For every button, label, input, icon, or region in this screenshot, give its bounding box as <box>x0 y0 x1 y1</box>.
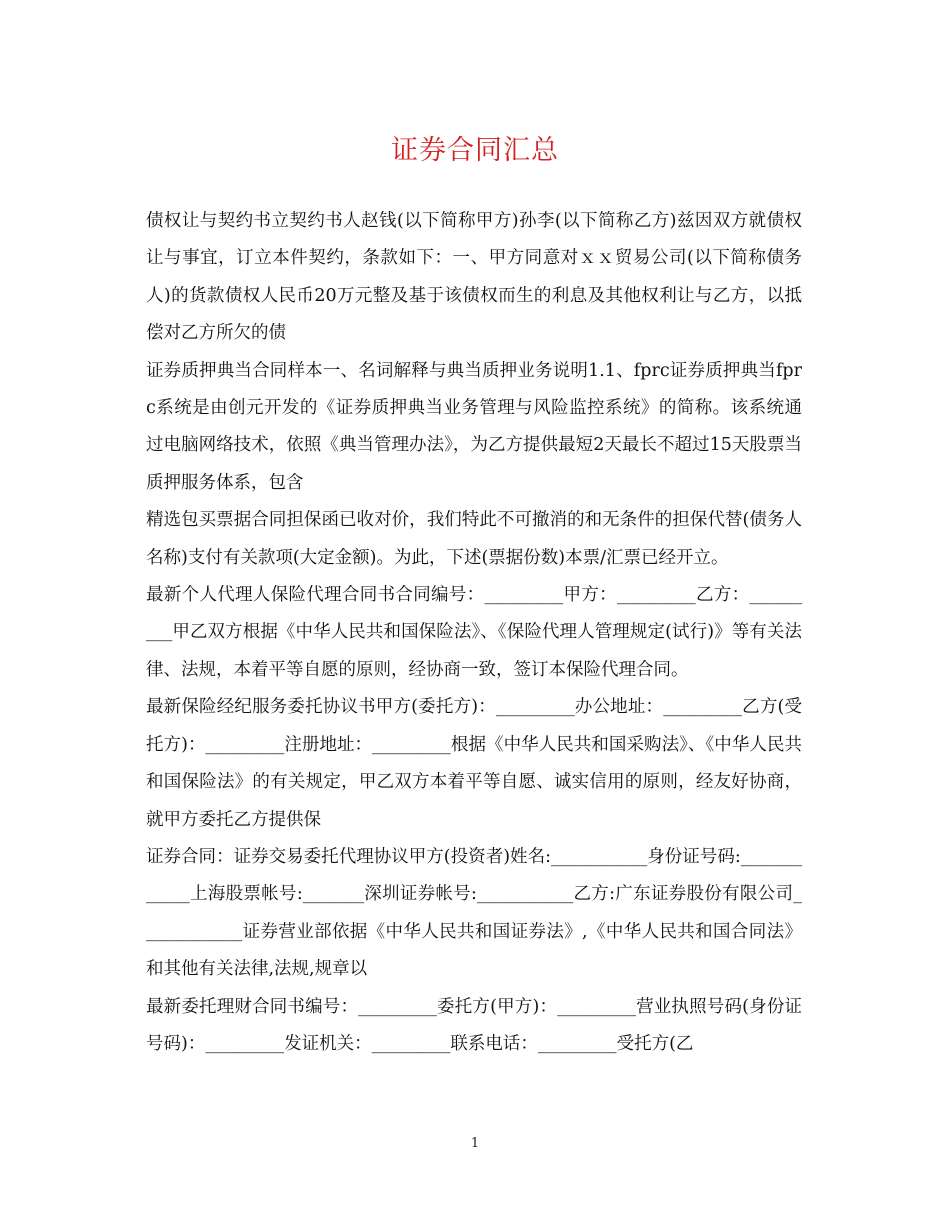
paragraph-insurance-agent: 最新个人代理人保险代理合同书合同编号：_________甲方：_________乙方：_________甲乙双方根据《中华人民共和国保险法》、《保险代理人管理规定(试行)》等有关法律、法规，本着平等自愿的原则，经协商一致，签订本保险代理合同。 <box>146 585 802 680</box>
page-number: 1 <box>470 1136 480 1151</box>
document-body <box>146 203 802 1063</box>
paragraph-securities-pledge: 证券质押典当合同样本一、名词解释与典当质押业务说明1.1、fprc证券质押典当fprc系统是由创元开发的《证券质押典当业务管理与风险监控系统》的简称。该系统通过电脑网络技术，依照《典当管理办法》，为乙方提供最短2天最长不超过15天股票当质押服务体系，包含 <box>146 360 802 493</box>
paragraph-wealth-management: 最新委托理财合同书编号：_________委托方(甲方)：_________营业执照号码(身份证号码)：_________发证机关：_________联系电话：_________受托方(乙 <box>146 996 802 1054</box>
paragraph-bill-guarantee: 精选包买票据合同担保函已收对价，我们特此不可撤消的和无条件的担保代替(债务人名称)支付有关款项(大定金额)。为此，下述(票据份数)本票/汇票已经开立。 <box>146 510 802 568</box>
paragraph-securities-trading: 证券合同：证券交易委托代理协议甲方(投资者)姓名:___________身份证号码:____________上海股票帐号:_______深圳证券帐号:___________乙方:广东证券股份有限公司____________证券营业部依据《中华人民共和国证券法》,《中华人民共和国合同法》和其他有关法律,法规,规章以 <box>146 846 802 980</box>
document-title: 证券合同汇总 <box>391 135 559 166</box>
paragraph-debt-transfer: 债权让与契约书立契约书人赵钱(以下简称甲方)孙李(以下简称乙方)兹因双方就债权让与事宜，订立本件契约，条款如下：一、甲方同意对ｘｘ贸易公司(以下简称债务人)的货款债权人民币20万元整及基于该债权而生的利息及其他权利让与乙方，以抵偿对乙方所欠的债 <box>146 211 802 344</box>
paragraph-insurance-broker: 最新保险经纪服务委托协议书甲方(委托方)：_________办公地址：_________乙方(受托方)：_________注册地址：_________根据《中华人民共和国采购法》、《中华人民共和国保险法》的有关规定，甲乙双方本着平等自愿、诚实信用的原则，经友好协商，就甲方委托乙方提供保 <box>146 697 802 830</box>
